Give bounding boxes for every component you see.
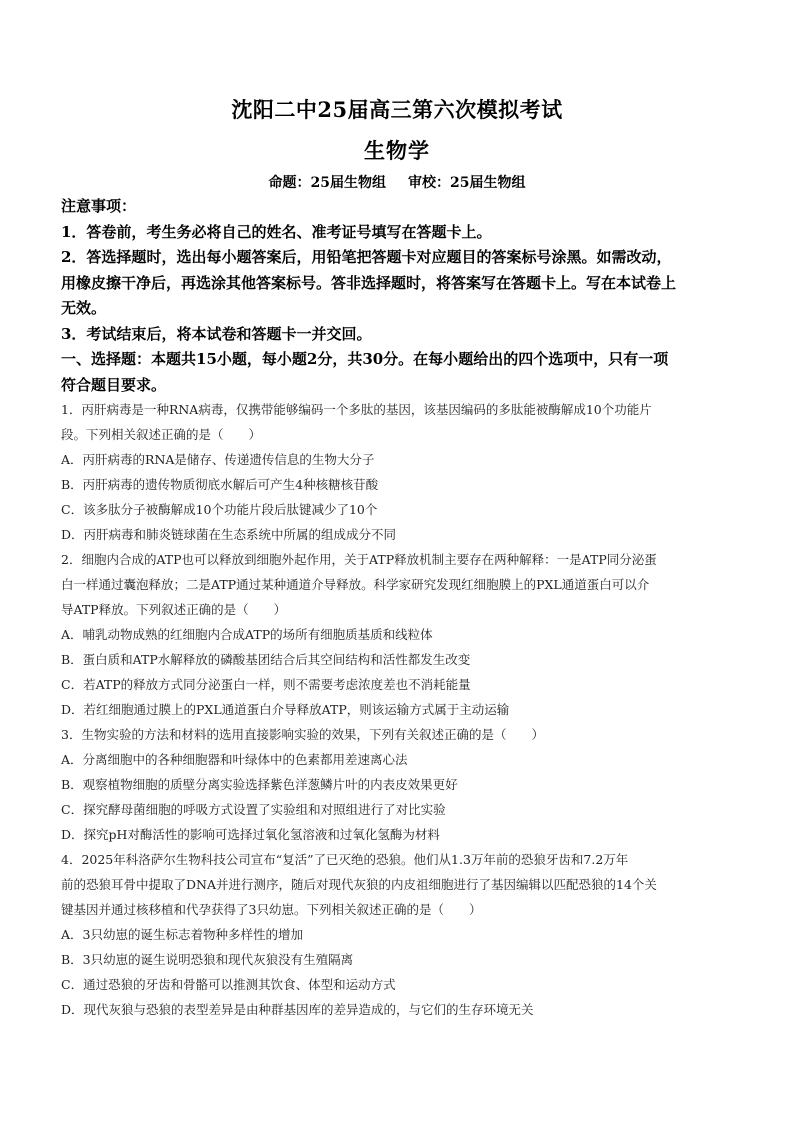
- question-stem: 3．生物实验的方法和材料的选用直接影响实验的效果，下列有关叙述正确的是（ ）: [61, 727, 544, 742]
- credits-line: [0, 172, 794, 192]
- question-stem: 前的恐狼耳骨中提取了DNA并进行测序，随后对现代灰狼的内皮祖细胞进行了基因编辑以匹配恐狼的14个关: [61, 877, 657, 892]
- option-a: A．丙肝病毒的RNA是储存、传递遗传信息的生物大分子: [61, 452, 375, 467]
- section-heading: 一、选择题：本题共15小题，每小题2分，共30分。在每小题给出的四个选项中，只有一项: [61, 350, 669, 368]
- question-stem: 白一样通过囊泡释放；二是ATP通过某种通道介导释放。科学家研究发现红细胞膜上的PXL通道蛋白可以介: [61, 577, 650, 592]
- option-c: C．该多肽分子被酶解成10个功能片段后肽键减少了10个: [61, 502, 378, 517]
- exam-title: 沈阳二中25届高三第六次模拟考试: [231, 97, 563, 122]
- reviewer-credit: 审校：25届生物组: [408, 175, 526, 191]
- option-a: A．分离细胞中的各种细胞器和叶绿体中的色素都用差速离心法: [61, 752, 408, 767]
- question-stem: 段。下列相关叙述正确的是（ ）: [61, 427, 262, 442]
- setter-credit: 命题：25届生物组: [268, 175, 386, 191]
- section-heading: 符合题目要求。: [61, 375, 167, 394]
- notes-section: [61, 194, 741, 398]
- option-d: D．现代灰狼与恐狼的表型差异是由种群基因库的差异造成的，与它们的生存环境无关: [61, 1002, 534, 1017]
- option-c: C．若ATP的释放方式同分泌蛋白一样，则不需要考虑浓度差也不消耗能量: [61, 677, 471, 692]
- notes-heading: 注意事项：: [61, 197, 137, 215]
- question-stem: 1．丙肝病毒是一种RNA病毒，仅携带能够编码一个多肽的基因，该基因编码的多肽能被酶解成10个功能片: [61, 402, 652, 417]
- question-stem: 4．2025年科洛萨尔生物科技公司宣布“复活”了已灭绝的恐狼。他们从1.3万年前的恐狼牙齿和7.2万年: [61, 852, 629, 867]
- subject-title: 生物学: [364, 138, 430, 163]
- option-a: A．3只幼崽的诞生标志着物种多样性的增加: [61, 927, 303, 942]
- option-b: B．观察植物细胞的质壁分离实验选择紫色洋葱鳞片叶的内表皮效果更好: [61, 777, 458, 792]
- question-stem: 键基因并通过核移植和代孕获得了3只幼崽。下列相关叙述正确的是（ ）: [61, 902, 482, 917]
- option-a: A．哺乳动物成熟的红细胞内合成ATP的场所有细胞质基质和线粒体: [61, 627, 433, 642]
- questions-section: [61, 397, 741, 1022]
- notes-line: 用橡皮擦干净后，再选涂其他答案标号。答非选择题时，将答案写在答题卡上。写在本试卷上: [61, 273, 677, 292]
- option-b: B．蛋白质和ATP水解释放的磷酸基团结合后其空间结构和活性都发生改变: [61, 652, 471, 667]
- notes-line: 1．答卷前，考生务必将自己的姓名、准考证号填写在答题卡上。: [61, 222, 492, 241]
- notes-line: 3．考试结束后，将本试卷和答题卡一并交回。: [61, 324, 372, 343]
- question-3: [61, 722, 741, 847]
- option-c: C．通过恐狼的牙齿和骨骼可以推测其饮食、体型和运动方式: [61, 977, 396, 992]
- question-2: [61, 547, 741, 722]
- notes-line: 无效。: [61, 299, 107, 317]
- question-4: [61, 847, 741, 1022]
- question-stem: 导ATP释放。下列叙述正确的是（ ）: [61, 602, 287, 617]
- question-1: [61, 397, 741, 547]
- option-d: D．探究pH对酶活性的影响可选择过氧化氢溶液和过氧化氢酶为材料: [61, 827, 440, 842]
- notes-line: 2．答选择题时，选出每小题答案后，用铅笔把答题卡对应题目的答案标号涂黑。如需改动，: [61, 248, 672, 266]
- question-stem: 2．细胞内合成的ATP也可以释放到细胞外起作用，关于ATP释放机制主要存在两种解释：一是ATP同分泌蛋: [61, 552, 657, 567]
- option-d: D．若红细胞通过膜上的PXL通道蛋白介导释放ATP，则该运输方式属于主动运输: [61, 702, 510, 717]
- option-c: C．探究酵母菌细胞的呼吸方式设置了实验组和对照组进行了对比实验: [61, 802, 446, 817]
- option-d: D．丙肝病毒和肺炎链球菌在生态系统中所属的组成成分不同: [61, 527, 397, 542]
- option-b: B．丙肝病毒的遗传物质彻底水解后可产生4种核糖核苷酸: [61, 477, 379, 492]
- option-b: B．3只幼崽的诞生说明恐狼和现代灰狼没有生殖隔离: [61, 952, 354, 967]
